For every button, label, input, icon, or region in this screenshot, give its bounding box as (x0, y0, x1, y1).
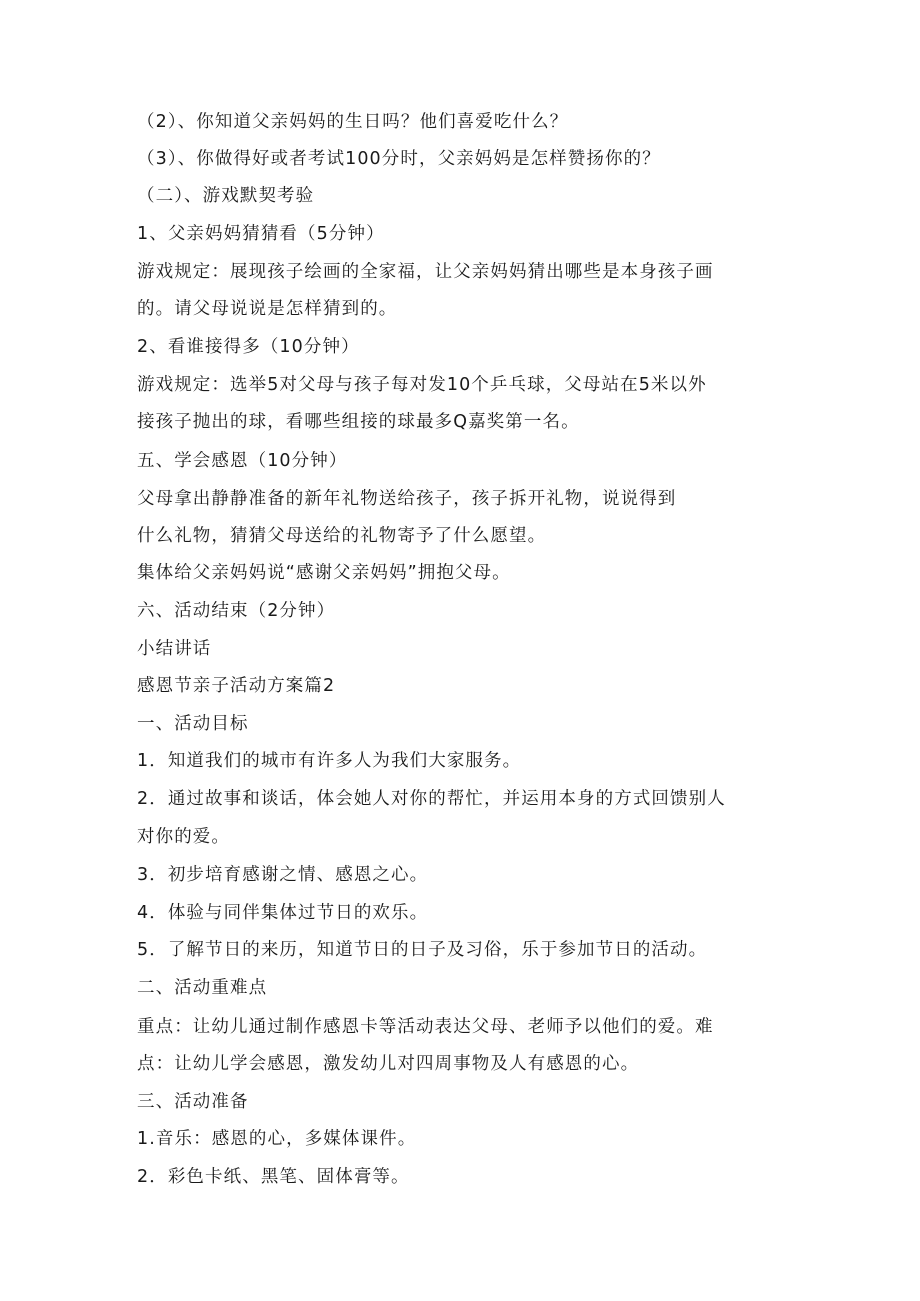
text-line-27: 三、活动准备 (137, 1092, 249, 1112)
text-line-25: 重点：让幼儿通过制作感恩卡等活动表达父母、老师予以他们的爱。难 (137, 1017, 714, 1037)
text-line-11: 父母拿出静静准备的新年礼物送给孩子，孩子拆开礼物，说说得到 (137, 489, 677, 509)
text-line-2: （3）、你做得好或者考试100分时，父亲妈妈是怎样赞扬你的？ (137, 149, 661, 169)
text-line-15: 小结讲话 (137, 639, 212, 659)
text-line-1: （2）、你知道父亲妈妈的生日吗？他们喜爱吃什么？ (137, 112, 569, 132)
text-line-12: 什么礼物，猜猜父母送给的礼物寄予了什么愿望。 (137, 526, 547, 546)
text-line-6: 的。请父母说说是怎样猜到的。 (137, 299, 398, 319)
text-line-4: 1、父亲妈妈猜猜看（5分钟） (137, 224, 385, 244)
text-line-8: 游戏规定：选举5对父母与孩子每对发10个乒乓球，父母站在5米以外 (137, 375, 707, 395)
text-line-5: 游戏规定：展现孩子绘画的全家福，让父亲妈妈猜出哪些是本身孩子画 (137, 262, 714, 282)
text-line-28: 1.音乐：感恩的心，多媒体课件。 (137, 1129, 417, 1149)
text-line-23: 5．了解节日的来历，知道节日的日子及习俗，乐于参加节日的活动。 (137, 940, 708, 960)
text-line-17: 一、活动目标 (137, 714, 249, 734)
text-line-29: 2．彩色卡纸、黑笔、固体膏等。 (137, 1167, 410, 1187)
text-line-7: 2、看谁接得多（10分钟） (137, 337, 360, 357)
text-line-22: 4．体验与同伴集体过节日的欢乐。 (137, 903, 429, 923)
text-line-26: 点：让幼儿学会感恩，激发幼儿对四周事物及人有感恩的心。 (137, 1054, 640, 1074)
text-line-14: 六、活动结束（2分钟） (137, 601, 336, 621)
text-line-9: 接孩子抛出的球，看哪些组接的球最多Q嘉奖第一名。 (137, 412, 580, 432)
text-line-18: 1．知道我们的城市有许多人为我们大家服务。 (137, 751, 522, 771)
text-line-21: 3．初步培育感谢之情、感恩之心。 (137, 865, 429, 885)
text-line-10: 五、学会感恩（10分钟） (137, 451, 348, 471)
text-line-16: 感恩节亲子活动方案篇2 (137, 676, 336, 696)
text-line-19: 2．通过故事和谈话，体会她人对你的帮忙，并运用本身的方式回馈别人 (137, 789, 726, 809)
text-line-24: 二、活动重难点 (137, 978, 268, 998)
text-line-13: 集体给父亲妈妈说“感谢父亲妈妈”拥抱父母。 (137, 563, 511, 583)
text-line-3: （二）、游戏默契考验 (137, 186, 315, 206)
text-line-20: 对你的爱。 (137, 827, 230, 847)
